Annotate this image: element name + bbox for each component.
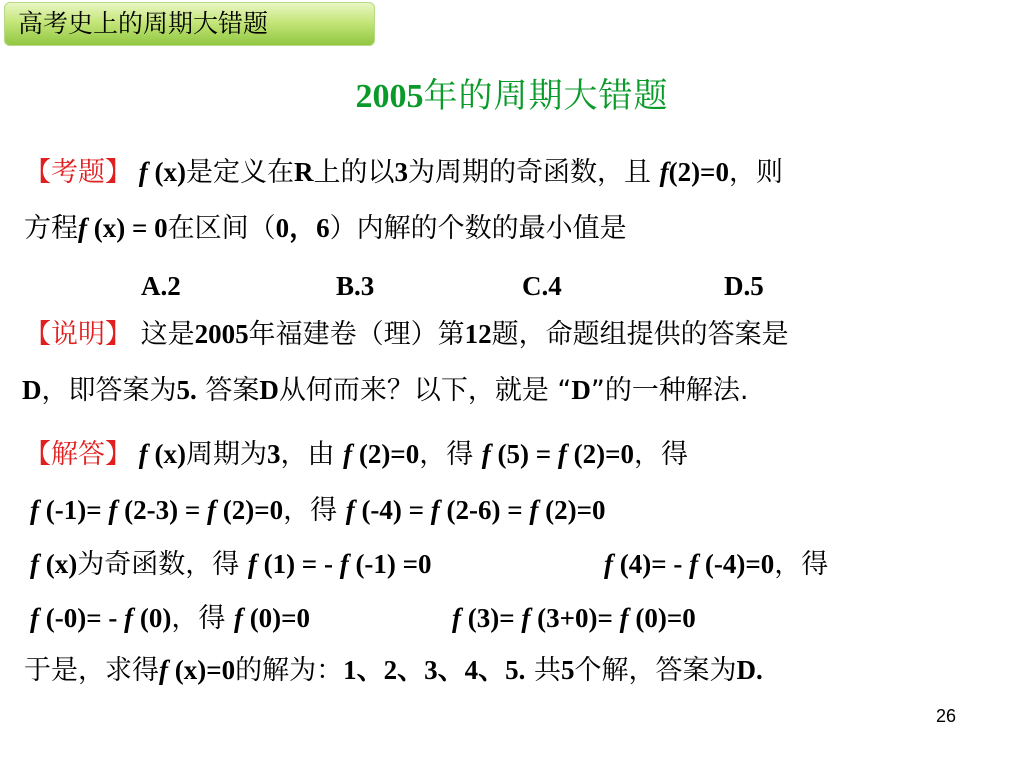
note-line-1	[24, 316, 789, 353]
func-symbol: f	[233, 603, 243, 633]
option-d: D.5	[724, 271, 764, 301]
text: 从何而来？以下，就是 “	[278, 375, 572, 406]
func-arg: (x)	[147, 439, 186, 469]
title-text: 年的周期大错题	[423, 76, 669, 116]
text: ，得	[283, 495, 346, 526]
text: ，得	[419, 439, 482, 470]
number: 3	[394, 157, 408, 187]
equation: (-4)=0	[698, 549, 775, 579]
equation: (2)=0	[566, 439, 635, 469]
text: ，由	[280, 439, 344, 470]
equation: (3)=	[461, 603, 522, 633]
text: ，得	[171, 603, 234, 634]
func-symbol: f	[345, 495, 355, 525]
text: ，得	[634, 439, 689, 470]
number: 12	[464, 319, 492, 349]
text: ）内解的个数的最小值是	[329, 213, 627, 244]
answer-line-2	[30, 492, 606, 529]
func-symbol: f	[78, 213, 87, 243]
equation: (-1) =0	[348, 549, 432, 579]
number: 3	[266, 439, 281, 469]
equation: (x)=0	[168, 655, 236, 685]
func-symbol: f	[343, 439, 353, 469]
equation: (2)=0	[538, 495, 606, 525]
func-symbol: f	[557, 439, 567, 469]
text: 上的以	[313, 157, 395, 188]
equation: (2-3) =	[117, 495, 207, 525]
answer-tag: 【解答】	[24, 439, 132, 470]
text: 的解为：	[235, 655, 344, 686]
text: 在区间（	[167, 213, 276, 244]
func-arg: (x)	[147, 157, 186, 187]
text: ，得	[774, 549, 829, 580]
func-arg: (x)	[39, 549, 78, 579]
func-symbol: f	[689, 549, 699, 579]
text: ，则	[728, 157, 783, 188]
equation: (-4) =	[354, 495, 431, 525]
text: ，即答案为	[41, 375, 177, 406]
answer-line-4	[30, 600, 310, 637]
option-c: C.4	[522, 271, 562, 301]
text: 共	[525, 655, 561, 686]
letter: D	[22, 375, 42, 405]
text: 个解，答案为	[574, 655, 737, 686]
func-symbol: f	[529, 495, 539, 525]
title-year: 2005	[355, 78, 424, 115]
number: 5	[560, 655, 575, 685]
equation: (5) =	[490, 439, 558, 469]
func-symbol: f	[30, 603, 39, 633]
func-symbol: f	[452, 603, 461, 633]
section-badge	[4, 2, 375, 46]
slide-title	[0, 74, 1024, 119]
func-symbol: f	[30, 495, 39, 525]
equation: (1) = -	[256, 549, 340, 579]
equation: (0)=0	[242, 603, 311, 633]
equation: (0)	[133, 603, 172, 633]
number: 5.	[176, 375, 197, 405]
func-symbol: f	[604, 549, 613, 579]
equation: (2)=0	[668, 157, 729, 187]
equation: (x) = 0	[87, 213, 168, 243]
func-symbol: f	[481, 439, 491, 469]
equation: (-1)=	[39, 495, 109, 525]
letter: D	[259, 375, 279, 405]
func-symbol: f	[159, 655, 168, 685]
text: 于是，求得	[24, 655, 159, 686]
set-symbol: R	[293, 157, 314, 187]
func-symbol: f	[430, 495, 440, 525]
option-b: B.3	[336, 271, 375, 301]
text: 为奇函数，得	[77, 549, 248, 580]
func-symbol: f	[521, 603, 531, 633]
question-line-2	[24, 210, 627, 247]
question-line-1	[24, 154, 783, 191]
equation: (0)=0	[628, 603, 696, 633]
page-number: 26	[936, 706, 957, 726]
text: 这是	[132, 319, 195, 350]
number: 2005	[194, 319, 249, 349]
func-symbol: f	[659, 157, 669, 187]
letter: D	[571, 375, 591, 405]
func-symbol: f	[124, 603, 134, 633]
answer-line-5	[24, 652, 763, 689]
text: ”的一种解法.	[590, 375, 749, 406]
func-symbol: f	[339, 549, 349, 579]
section-badge-label: 高考史上的周期大错题	[18, 9, 269, 38]
question-tag: 【考题】	[24, 157, 132, 188]
equation: (2)=0	[215, 495, 284, 525]
equation: (2)=0	[352, 439, 420, 469]
letter: D.	[736, 655, 763, 685]
text: 是定义在	[185, 157, 294, 188]
text: 为周期的奇函数，且	[407, 157, 660, 188]
text: 答案	[196, 375, 260, 406]
func-symbol: f	[30, 549, 39, 579]
func-symbol: f	[206, 495, 216, 525]
text: 年福建卷（理）第	[248, 319, 465, 350]
equation: (-0)= -	[39, 603, 125, 633]
func-symbol: f	[247, 549, 257, 579]
func-symbol: f	[619, 603, 629, 633]
answer-line-3	[30, 546, 432, 583]
text: 方程	[24, 213, 78, 244]
interval: 0，6	[275, 213, 330, 243]
func-symbol: f	[138, 157, 148, 187]
answer-line-3b	[604, 546, 828, 583]
answer-line-1	[24, 436, 688, 473]
equation: (4)= -	[613, 549, 690, 579]
text: 周期为	[185, 439, 267, 470]
note-line-2	[22, 372, 749, 409]
func-symbol: f	[108, 495, 118, 525]
note-tag: 【说明】	[24, 319, 132, 350]
option-a: A.2	[141, 271, 181, 301]
text: 题，命题组提供的答案是	[491, 319, 789, 350]
solution-list: 1、2、3、4、5.	[343, 655, 526, 685]
equation: (2-6) =	[439, 495, 530, 525]
func-symbol: f	[138, 439, 148, 469]
answer-line-4b	[452, 600, 696, 636]
equation: (3+0)=	[530, 603, 620, 633]
